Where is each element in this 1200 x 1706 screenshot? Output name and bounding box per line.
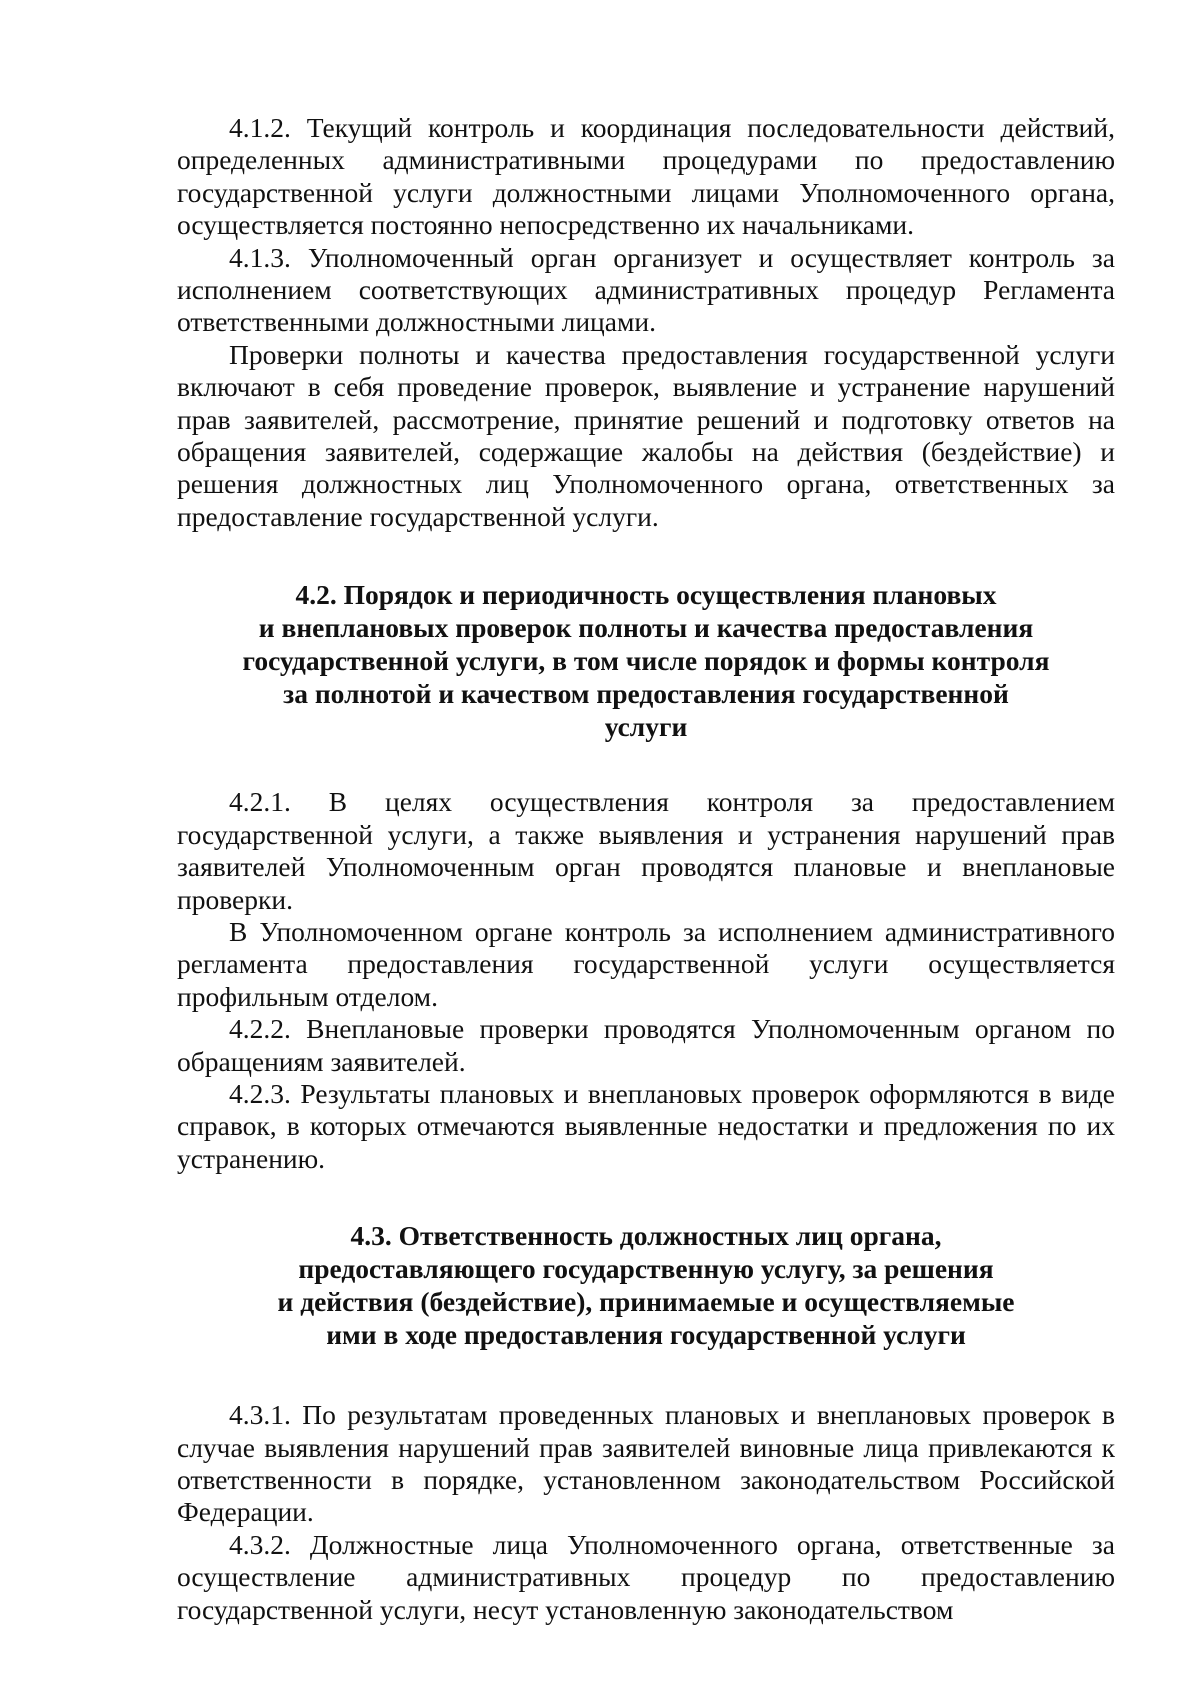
paragraph-4-1-3: 4.1.3. Уполномоченный орган организует и осуществляет контроль за исполнением соответствующих административных процедур Регламента ответственными должностными лицами. [177,241,1115,338]
heading-line: услуги [604,711,688,743]
paragraph-4-2-3: 4.2.3. Результаты плановых и внеплановых проверок оформляются в виде справок, в которых отмечаются выявленные недостатки и предложения по их устранению. [177,1077,1115,1174]
paragraph-4-1-2: 4.1.2. Текущий контроль и координация последовательности действий, определенных административными процедурами по предоставлению государственной услуги должностными лицами Уполномоченного органа, осуществляется постоянно непосредственно их начальниками. [177,112,1115,241]
heading-line: за полнотой и качеством предоставления государственной [283,678,1009,710]
section-4-1-continuation [177,112,1115,533]
heading-line: 4.2. Порядок и периодичность осуществления плановых [295,579,997,611]
heading-line: государственной услуги, в том числе порядок и формы контроля [242,645,1050,677]
heading-line: предоставляющего государственную услугу, за решения [298,1253,994,1285]
paragraph-4-2-2: 4.2.2. Внеплановые проверки проводятся Уполномоченным органом по обращениям заявителей. [177,1013,1115,1077]
section-4-3-body [177,1399,1115,1626]
paragraph-checks: Проверки полноты и качества предоставления государственной услуги включают в себя проведение проверок, выявление и устранение нарушений прав заявителей, рассмотрение, принятие решений и подготовку ответов на обращения заявителей, содержащие жалобы на действия (бездействие) и решения должностных лиц Уполномоченного органа, ответственных за предоставление государственной услуги. [177,338,1115,532]
heading-line: и внеплановых проверок полноты и качества предоставления [258,612,1034,644]
paragraph-4-3-2: 4.3.2. Должностные лица Уполномоченного органа, ответственные за осуществление административных процедур по предоставлению государственной услуги, несут установленную законодательством [177,1528,1115,1625]
heading-line: 4.3. Ответственность должностных лиц органа, [350,1220,942,1252]
section-4-2-body [177,786,1115,1175]
paragraph-control: В Уполномоченном органе контроль за исполнением административного регламента предоставления государственной услуги осуществляется профильным отделом. [177,915,1115,1012]
document-page [177,112,1115,1626]
paragraph-4-2-1: 4.2.1. В целях осуществления контроля за предоставлением государственной услуги, а также выявления и устранения нарушений прав заявителей Уполномоченным орган проводятся плановые и внеплановые проверки. [177,786,1115,915]
paragraph-4-3-1: 4.3.1. По результатам проведенных плановых и внеплановых проверок в случае выявления нарушений прав заявителей виновные лица привлекаются к ответственности в порядке, установленном законодательством Российской Федерации. [177,1399,1115,1528]
heading-line: ими в ходе предоставления государственной услуги [326,1319,966,1351]
heading-line: и действия (бездействие), принимаемые и осуществляемые [277,1286,1015,1318]
section-4-2-heading [177,578,1115,743]
section-4-3-heading [177,1219,1115,1351]
